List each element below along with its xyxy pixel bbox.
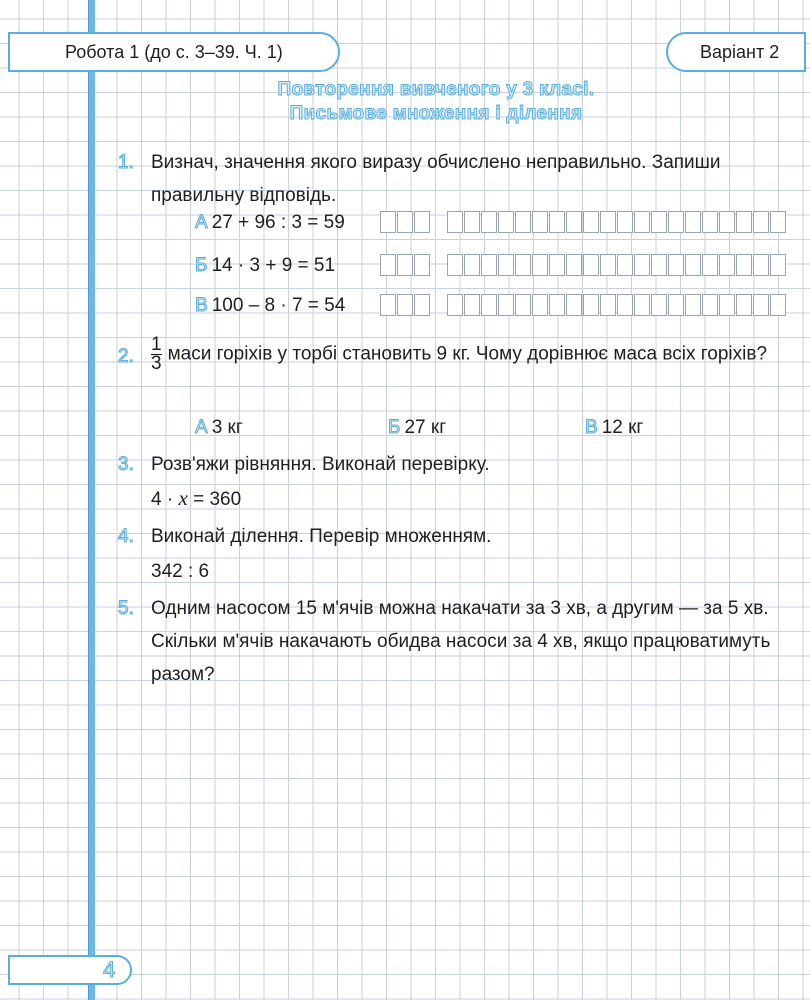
task-2-option-b[interactable] [388, 414, 446, 442]
answer-cell[interactable] [651, 254, 667, 276]
answer-cell[interactable] [397, 211, 413, 233]
fraction-one-third [151, 336, 162, 373]
answer-cell[interactable] [515, 294, 531, 316]
answer-cell[interactable] [719, 254, 735, 276]
answer-cell[interactable] [447, 254, 463, 276]
task-text-wrap [151, 336, 806, 373]
answer-cell[interactable] [702, 294, 718, 316]
answer-cell[interactable] [753, 294, 769, 316]
task-4 [118, 520, 806, 553]
answer-cell[interactable] [617, 211, 633, 233]
task-number: 2. [118, 346, 134, 367]
task-number: 5. [118, 598, 134, 619]
answer-cell[interactable] [566, 211, 582, 233]
answer-cell[interactable] [736, 294, 752, 316]
answer-cell[interactable] [447, 211, 463, 233]
task-1 [118, 146, 806, 212]
answer-cell[interactable] [549, 254, 565, 276]
option-letter: Б [388, 417, 401, 438]
answer-cell[interactable] [549, 211, 565, 233]
answer-cell[interactable] [380, 211, 396, 233]
answer-cell[interactable] [753, 254, 769, 276]
answer-cell[interactable] [481, 294, 497, 316]
topic-line-2: Письмове множення і ділення [289, 103, 583, 124]
option-letter: В [585, 417, 598, 438]
answer-cell[interactable] [634, 294, 650, 316]
topic-line-1: Повторення вивченого у 3 класі. [277, 79, 595, 100]
answer-boxes-a-long[interactable] [447, 211, 787, 233]
answer-cell[interactable] [515, 211, 531, 233]
answer-cell[interactable] [498, 294, 514, 316]
answer-cell[interactable] [668, 254, 684, 276]
topic-heading [180, 78, 692, 126]
margin-line [88, 0, 95, 1000]
task-text: Виконай ділення. Перевір множенням. [151, 526, 492, 547]
task-number: 1. [118, 152, 134, 173]
task-1-option-c [195, 292, 345, 320]
task-3 [118, 448, 806, 481]
answer-cell[interactable] [600, 211, 616, 233]
equation-right: = 360 [193, 489, 242, 510]
answer-cell[interactable] [753, 211, 769, 233]
answer-cell[interactable] [464, 211, 480, 233]
work-title-tab [8, 32, 340, 72]
option-letter: В [195, 295, 208, 316]
answer-cell[interactable] [447, 294, 463, 316]
answer-cell[interactable] [719, 211, 735, 233]
answer-cell[interactable] [617, 294, 633, 316]
equation-left: 4 · [151, 489, 174, 510]
answer-cell[interactable] [566, 294, 582, 316]
answer-cell[interactable] [498, 211, 514, 233]
option-value: 12 кг [601, 417, 644, 438]
answer-cell[interactable] [770, 294, 786, 316]
answer-boxes-a-short[interactable] [380, 211, 431, 233]
answer-cell[interactable] [600, 294, 616, 316]
variant-label: Варіант 2 [700, 42, 780, 62]
task-1-option-a [195, 209, 345, 237]
answer-boxes-b-long[interactable] [447, 254, 787, 276]
work-title: Робота 1 (до с. 3–39. Ч. 1) [65, 42, 283, 62]
task-number: 3. [118, 454, 134, 475]
answer-boxes-c-short[interactable] [380, 294, 431, 316]
answer-cell[interactable] [464, 294, 480, 316]
answer-cell[interactable] [770, 254, 786, 276]
answer-cell[interactable] [532, 254, 548, 276]
answer-cell[interactable] [668, 211, 684, 233]
option-value: 27 кг [404, 417, 447, 438]
answer-cell[interactable] [380, 254, 396, 276]
answer-cell[interactable] [685, 211, 701, 233]
page-number: 4 [103, 957, 116, 982]
answer-cell[interactable] [532, 294, 548, 316]
fraction-numerator: 1 [151, 334, 162, 355]
variant-tab [666, 32, 806, 72]
option-letter: А [195, 417, 208, 438]
task-text: Визнач, значення якого виразу обчислено неправильно. Запиши правильну відповідь. [151, 152, 721, 206]
task-4-expression: 342 : 6 [151, 561, 210, 582]
answer-cell[interactable] [651, 294, 667, 316]
answer-cell[interactable] [600, 254, 616, 276]
answer-cell[interactable] [719, 294, 735, 316]
task-5 [118, 592, 806, 691]
answer-cell[interactable] [498, 254, 514, 276]
option-letter: Б [195, 255, 208, 276]
answer-cell[interactable] [380, 294, 396, 316]
answer-cell[interactable] [634, 254, 650, 276]
task-3-equation [151, 484, 241, 514]
answer-cell[interactable] [549, 294, 565, 316]
task-text: Розв'яжи рівняння. Виконай перевірку. [151, 454, 490, 475]
task-text: маси горіхів у торбі становить 9 кг. Чому дорівнює маса всіх горіхів? [167, 343, 768, 365]
answer-cell[interactable] [481, 254, 497, 276]
answer-cell[interactable] [583, 211, 599, 233]
answer-boxes-b-short[interactable] [380, 254, 431, 276]
task-number: 4. [118, 526, 134, 547]
answer-cell[interactable] [583, 254, 599, 276]
task-2-option-a[interactable] [195, 414, 243, 442]
answer-cell[interactable] [414, 294, 430, 316]
answer-cell[interactable] [414, 254, 430, 276]
answer-cell[interactable] [397, 254, 413, 276]
answer-cell[interactable] [464, 254, 480, 276]
option-expression: 100 – 8 · 7 = 54 [211, 295, 346, 316]
answer-cell[interactable] [685, 254, 701, 276]
option-value: 3 кг [211, 417, 243, 438]
answer-cell[interactable] [414, 211, 430, 233]
answer-cell[interactable] [685, 294, 701, 316]
answer-cell[interactable] [515, 254, 531, 276]
option-letter: А [195, 212, 208, 233]
option-expression: 14 · 3 + 9 = 51 [211, 255, 336, 276]
answer-cell[interactable] [702, 254, 718, 276]
answer-cell[interactable] [617, 254, 633, 276]
answer-cell[interactable] [532, 211, 548, 233]
answer-cell[interactable] [651, 211, 667, 233]
page-number-tab [8, 955, 132, 985]
answer-cell[interactable] [397, 294, 413, 316]
answer-cell[interactable] [566, 254, 582, 276]
answer-cell[interactable] [634, 211, 650, 233]
task-text: Одним насосом 15 м'ячів можна накачати за 3 хв, а другим — за 5 хв. Скільки м'ячів накачають обидва насоси за 4 хв, якщо працюватимуть разом? [151, 598, 771, 685]
answer-cell[interactable] [770, 211, 786, 233]
answer-cell[interactable] [736, 254, 752, 276]
task-1-option-b [195, 252, 335, 280]
answer-cell[interactable] [583, 294, 599, 316]
answer-cell[interactable] [702, 211, 718, 233]
task-2 [118, 336, 806, 373]
task-2-option-c[interactable] [585, 414, 643, 442]
fraction-denominator: 3 [151, 353, 162, 374]
option-expression: 27 + 96 : 3 = 59 [211, 212, 345, 233]
answer-cell[interactable] [736, 211, 752, 233]
answer-cell[interactable] [481, 211, 497, 233]
equation-variable: x [178, 486, 188, 510]
answer-boxes-c-long[interactable] [447, 294, 787, 316]
answer-cell[interactable] [668, 294, 684, 316]
